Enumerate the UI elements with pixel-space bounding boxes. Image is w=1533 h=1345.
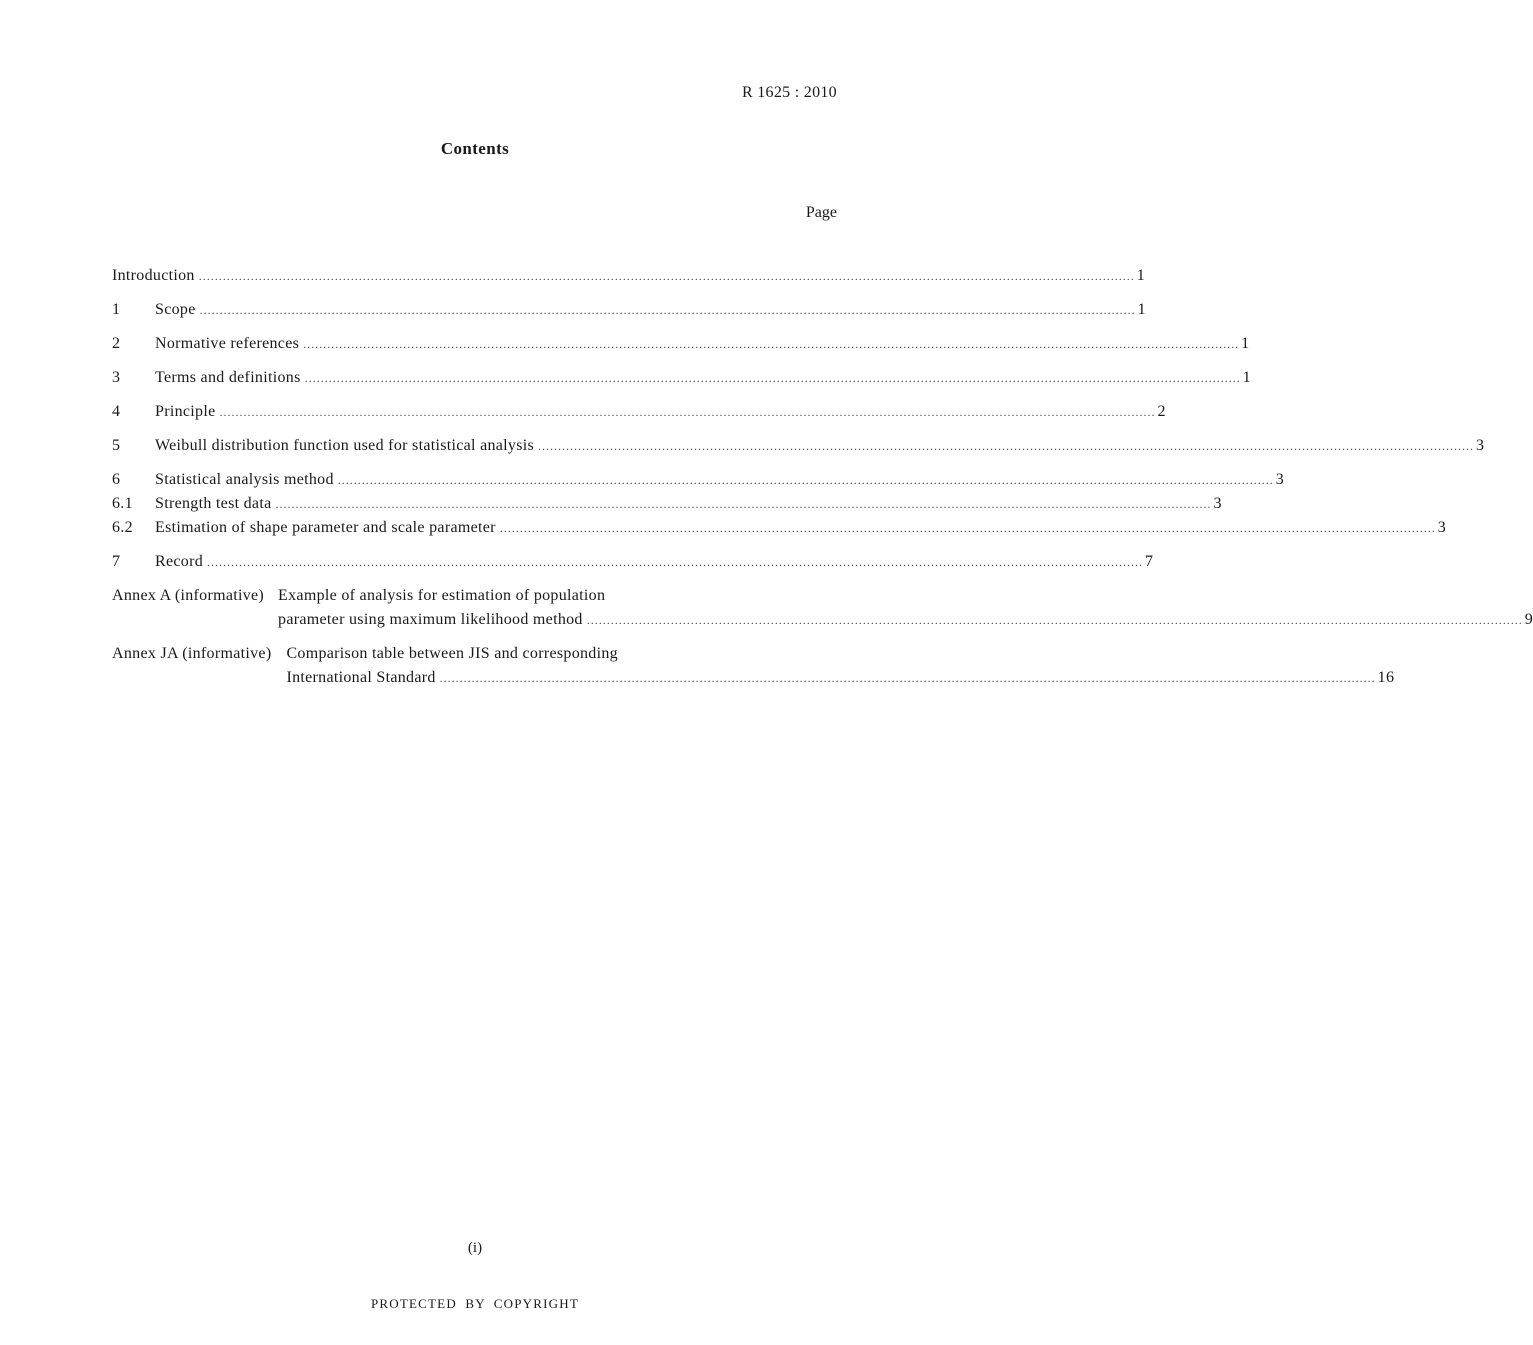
dot-leader (303, 332, 1239, 356)
annex-body (286, 642, 1406, 690)
annex-title-line-1: Comparison table between JIS and corresponding (286, 645, 618, 662)
toc-entry-number: 2 (112, 335, 121, 352)
toc-entry-strength-test-data[interactable] (112, 492, 1222, 516)
toc-entry-title: Principle (155, 403, 216, 420)
toc-entry-title: Record (155, 553, 204, 570)
toc-entry-estimation-of-parameters[interactable] (112, 516, 1447, 540)
toc-entry-annex-ja[interactable] (112, 642, 1395, 690)
toc-entry-title: Normative references (155, 335, 300, 352)
toc-entry-title: Strength test data (155, 495, 272, 512)
toc-entry-title: Statistical analysis method (155, 471, 334, 488)
toc-entry-page: 7 (1145, 553, 1154, 570)
table-of-contents (112, 264, 1533, 690)
toc-entry-number: 5 (112, 437, 121, 454)
footer-page-number: (i) (467, 1240, 483, 1256)
toc-entry-title: Weibull distribution function used for statistical analysis (155, 437, 535, 454)
annex-label: Annex A (informative) (112, 587, 265, 604)
toc-entry-page: 1 (1242, 369, 1251, 386)
toc-entry-page: 1 (1137, 301, 1146, 318)
toc-entry-weibull-distribution[interactable] (112, 434, 1485, 458)
copyright-notice: PROTECTED BY COPYRIGHT (371, 1296, 579, 1311)
annex-title-line-2: parameter using maximum likelihood method (278, 611, 583, 628)
toc-entry-terms-and-definitions[interactable] (112, 366, 1251, 390)
dot-leader (440, 666, 1376, 690)
annex-body (278, 584, 1533, 632)
toc-entry-page: 2 (1157, 403, 1166, 420)
annex-page: 9 (1524, 611, 1533, 628)
toc-entry-page: 1 (1136, 267, 1146, 284)
toc-entry-number: 3 (112, 369, 121, 386)
toc-entry-title: Scope (155, 301, 196, 318)
dot-leader (199, 264, 1135, 288)
annex-page: 16 (1377, 669, 1395, 686)
annex-title-line-2: International Standard (286, 669, 436, 686)
dot-leader (305, 366, 1241, 390)
dot-leader (200, 298, 1136, 322)
toc-entry-introduction[interactable] (112, 264, 1146, 288)
annex-title-line-2-row (286, 666, 1406, 690)
annex-title-line-2-row (278, 608, 1533, 632)
toc-entry-title: Introduction (112, 267, 195, 284)
toc-entry-title: Terms and definitions (155, 369, 301, 386)
toc-entry-normative-references[interactable] (112, 332, 1250, 356)
toc-entry-annex-a[interactable] (112, 584, 1533, 632)
toc-entry-page: 3 (1476, 437, 1485, 454)
dot-leader (587, 608, 1523, 632)
dot-leader (538, 434, 1474, 458)
annex-title-line-1: Example of analysis for estimation of population (278, 587, 606, 604)
toc-entry-scope[interactable] (112, 298, 1146, 322)
dot-leader (219, 400, 1155, 424)
toc-entry-page: 3 (1213, 495, 1222, 512)
toc-entry-number: 6.2 (112, 519, 133, 536)
toc-entry-principle[interactable] (112, 400, 1166, 424)
toc-entry-page: 3 (1275, 471, 1285, 488)
page-column-label: Page (805, 204, 837, 221)
annex-label: Annex JA (informative) (112, 645, 272, 662)
dot-leader (338, 468, 1274, 492)
toc-entry-number: 1 (112, 301, 121, 318)
toc-entry-number: 4 (112, 403, 121, 420)
toc-entry-record[interactable] (112, 550, 1154, 574)
toc-entry-page: 1 (1241, 335, 1250, 352)
toc-entry-number: 7 (112, 553, 121, 570)
standard-code: R 1625 : 2010 (741, 84, 837, 101)
toc-entry-statistical-analysis-method[interactable] (112, 468, 1285, 492)
dot-leader (276, 492, 1212, 516)
page-title: Contents (440, 139, 510, 158)
toc-entry-number: 6.1 (112, 495, 133, 512)
toc-entry-title: Estimation of shape parameter and scale parameter (155, 519, 496, 536)
dot-leader (207, 550, 1143, 574)
toc-entry-number: 6 (112, 471, 121, 488)
toc-entry-page: 3 (1437, 519, 1447, 536)
dot-leader (500, 516, 1436, 540)
